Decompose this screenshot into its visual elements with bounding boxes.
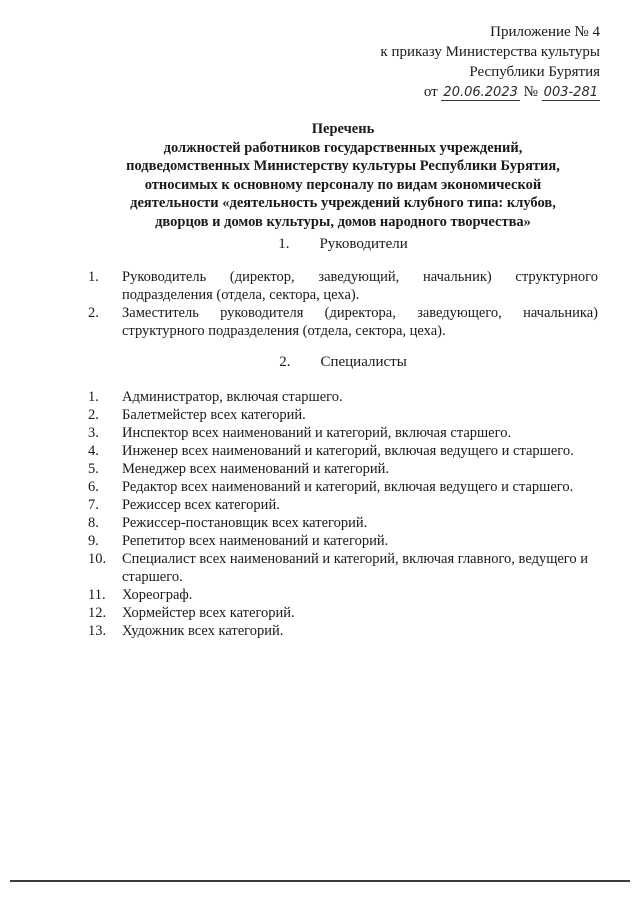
managers-list <box>88 268 598 340</box>
list-item <box>88 604 598 622</box>
list-item <box>88 550 598 586</box>
section-title: Руководители <box>319 236 408 252</box>
item-number: 1. <box>88 389 99 405</box>
bottom-divider <box>10 880 630 882</box>
title-line: относимых к основному персоналу по видам экономической <box>144 176 542 193</box>
item-text: Репетитор всех наименований и категорий. <box>122 533 389 549</box>
title-line: деятельности «деятельность учреждений клубного типа: клубов, <box>130 195 556 211</box>
section-heading-managers <box>88 234 598 254</box>
date-prefix: от <box>423 84 438 100</box>
item-number: 11. <box>88 587 106 603</box>
item-number: 2. <box>88 407 99 423</box>
list-item <box>88 622 598 640</box>
item-number: 9. <box>88 533 99 549</box>
item-number: 7. <box>88 497 99 513</box>
section-number: 2. <box>279 354 291 370</box>
list-item <box>88 478 598 496</box>
item-number: 3. <box>88 425 99 441</box>
list-item <box>88 586 598 604</box>
order-date-number <box>280 82 600 102</box>
order-date: 20.06.2023 <box>443 85 518 100</box>
item-number: 5. <box>88 461 99 477</box>
item-text: Заместитель руководителя (директора, заведующего, начальника) структурного подразделения (отдела, сектора, цеха). <box>122 305 598 339</box>
title-line: дворцов и домов культуры, домов народного творчества» <box>155 213 531 230</box>
item-text: Хореограф. <box>122 587 193 603</box>
section-number: 1. <box>278 236 290 252</box>
item-number: 1. <box>88 269 99 285</box>
list-item <box>88 424 598 442</box>
order-number: 003-281 <box>543 85 598 100</box>
item-text: Администратор, включая старшего. <box>122 389 343 405</box>
list-item <box>88 532 598 550</box>
appendix-number: Приложение № 4 <box>490 24 600 40</box>
item-text: Специалист всех наименований и категорий, включая главного, ведущего и старшего. <box>122 551 589 585</box>
item-text: Художник всех категорий. <box>122 623 284 639</box>
specialists-list <box>88 388 598 640</box>
item-text: Балетмейстер всех категорий. <box>122 407 306 423</box>
item-text: Режиссер-постановщик всех категорий. <box>122 515 368 531</box>
document-title <box>88 120 598 231</box>
item-text: Инспектор всех наименований и категорий, включая старшего. <box>122 425 512 441</box>
list-item <box>88 388 598 406</box>
list-item <box>88 268 598 304</box>
item-number: 13. <box>88 623 107 639</box>
list-item <box>88 442 598 460</box>
item-number: 6. <box>88 479 99 495</box>
title-line: подведомственных Министерству культуры Республики Бурятия, <box>126 158 560 174</box>
item-number: 4. <box>88 443 99 459</box>
list-item <box>88 304 598 340</box>
number-prefix: № <box>523 84 538 100</box>
item-text: Хормейстер всех категорий. <box>122 605 295 621</box>
appendix-header <box>280 22 600 102</box>
item-number: 10. <box>88 551 107 567</box>
item-number: 8. <box>88 515 99 531</box>
title-line: должностей работников государственных учреждений, <box>163 139 523 156</box>
section-title: Специалисты <box>320 354 407 370</box>
order-reference: к приказу Министерства культуры <box>380 44 600 60</box>
list-item <box>88 496 598 514</box>
item-text: Менеджер всех наименований и категорий. <box>122 461 389 477</box>
republic-name: Республики Бурятия <box>469 64 600 80</box>
section-heading-specialists <box>88 352 598 372</box>
list-item <box>88 514 598 532</box>
list-item <box>88 406 598 424</box>
list-item <box>88 460 598 478</box>
item-text: Редактор всех наименований и категорий, включая ведущего и старшего. <box>122 479 574 495</box>
item-number: 12. <box>88 605 107 621</box>
item-number: 2. <box>88 305 99 321</box>
item-text: Режиссер всех категорий. <box>122 497 280 513</box>
title-line: Перечень <box>311 121 375 137</box>
item-text: Инженер всех наименований и категорий, включая ведущего и старшего. <box>122 443 574 459</box>
item-text: Руководитель (директор, заведующий, начальник) структурного подразделения (отдела, сектора, цеха). <box>122 269 598 303</box>
